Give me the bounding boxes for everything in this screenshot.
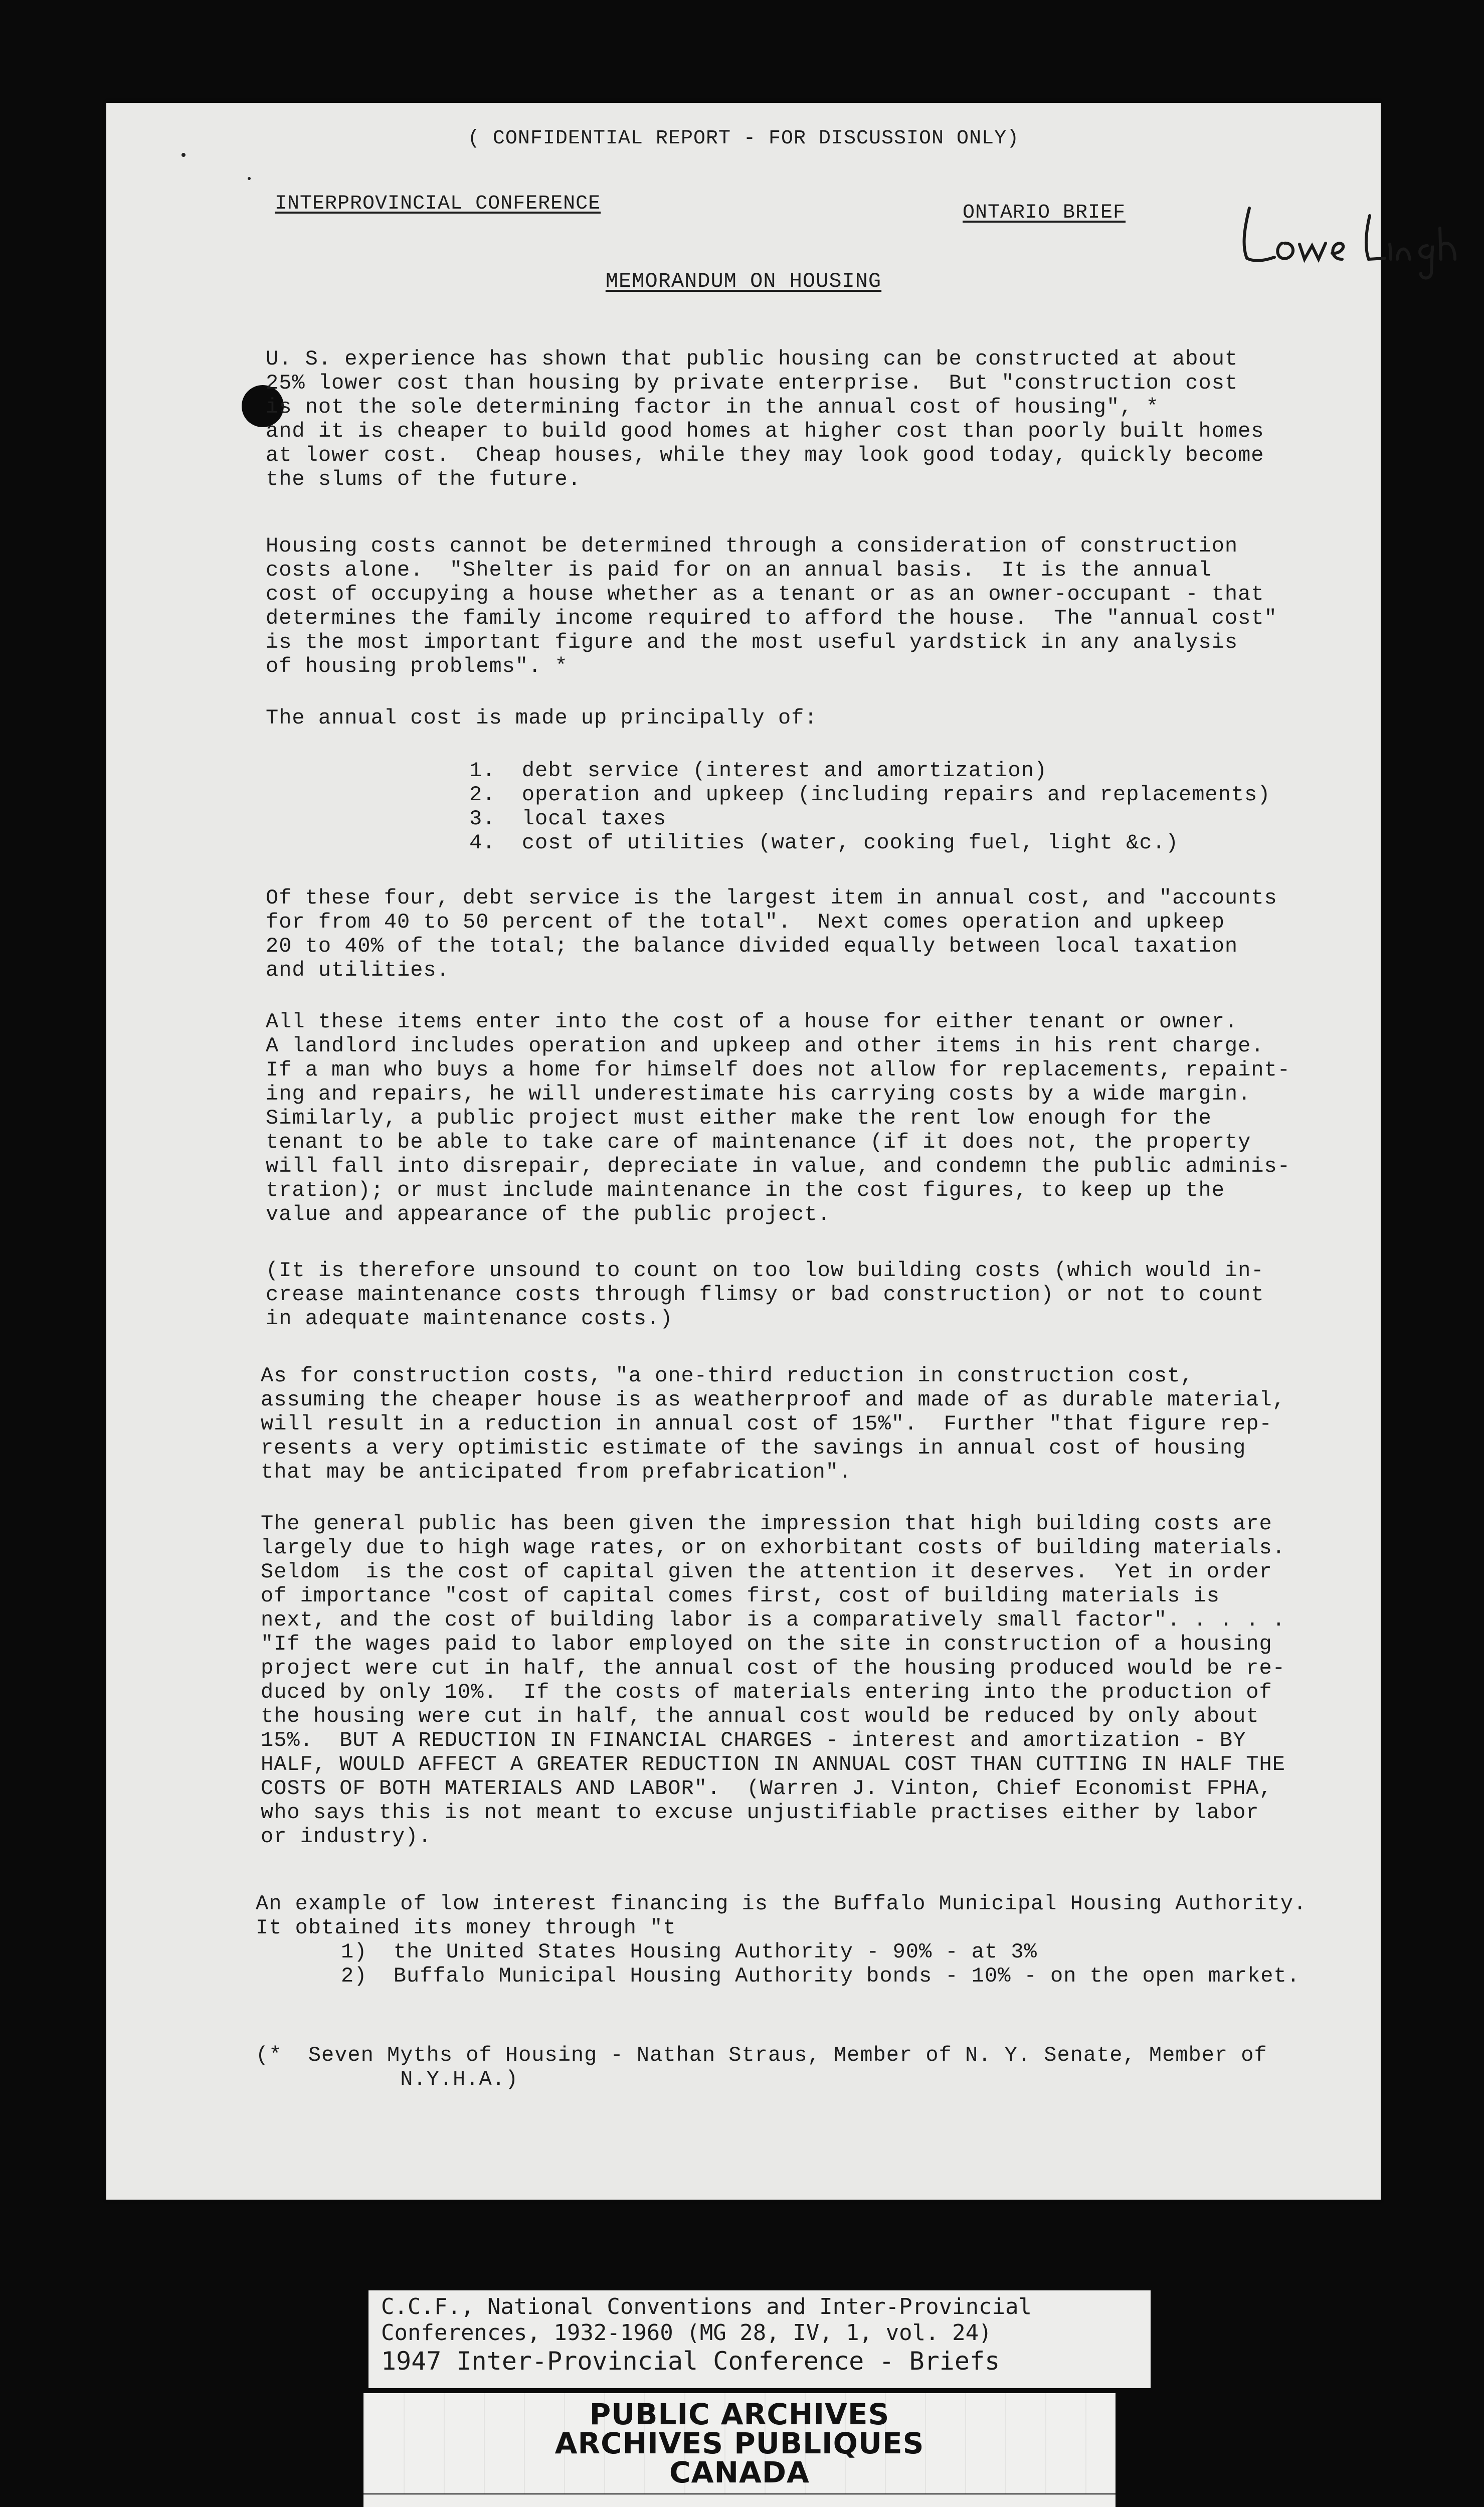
- conference-heading: INTERPROVINCIAL CONFERENCE: [275, 193, 601, 215]
- label-line: 1947 Inter-Provincial Conference - Briefs: [381, 2347, 1000, 2376]
- ontario-brief-heading: ONTARIO BRIEF: [963, 202, 1126, 224]
- label-line: C.C.F., National Conventions and Inter-Provincial: [381, 2294, 1032, 2319]
- document-page: [106, 103, 1381, 2200]
- list-item: 1. debt service (interest and amortization): [469, 759, 1047, 783]
- archive-reference-label: [368, 2290, 1151, 2388]
- confidential-header: ( CONFIDENTIAL REPORT - FOR DISCUSSION ONLY): [467, 127, 1020, 150]
- paragraph-debt-service: Of these four, debt service is the largest item in annual cost, and "accounts for from 40 to 50 percent of the total". Next comes operation and upkeep 20 to 40% of the total; the balance divided equally between local taxation and utilities.: [266, 886, 1277, 982]
- paragraph-buffalo-example: An example of low interest financing is the Buffalo Municipal Housing Authority. It obtained its money through "t: [256, 1892, 1307, 1940]
- paragraph-maintenance-note: (It is therefore unsound to count on too low building costs (which would in- crease maintenance costs through flimsy or bad construction) or not to count in adequate maintenance costs.): [266, 1259, 1264, 1331]
- ink-speck: [181, 153, 186, 157]
- paragraph-construction-costs: As for construction costs, "a one-third reduction in construction cost, assuming the cheaper house is as weatherproof and made of as durable material, will result in a reduction in annual cost of 15%". Further "that figure rep- resents a very optimistic estimate of the savings in annual cost of housing that may be anticipated from prefabrication".: [261, 1364, 1285, 1484]
- ink-speck: [248, 177, 251, 180]
- public-archives-stamp: [363, 2393, 1116, 2493]
- list-item: 2) Buffalo Municipal Housing Authority bonds - 10% - on the open market.: [341, 1964, 1300, 1988]
- memorandum-title: MEMORANDUM ON HOUSING: [605, 269, 882, 293]
- paragraph-housing-costs: Housing costs cannot be determined through a consideration of construction costs alone. "Shelter is paid for on an annual basis. It is the annual cost of occupying a house whether as a tenant or as an owner-occupant - that determines the family income required to afford the house. The "annual cost" is the most important figure and the most useful yardstick in any analysis of housing problems". *: [266, 534, 1277, 678]
- list-item: 3. local taxes: [469, 807, 667, 831]
- list-item: 2. operation and upkeep (including repairs and replacements): [469, 783, 1271, 807]
- paragraph-public-housing: U. S. experience has shown that public housing can be constructed at about 25% lower cost than housing by private enterprise. But "construction cost is not the sole determining factor in the annual cost of housing", * and it is cheaper to build good homes at higher cost than poorly built homes at lower cost. Cheap houses, while they may look good today, quickly become the slums of the future.: [266, 347, 1264, 491]
- stamp-line: PUBLIC ARCHIVES: [589, 2397, 890, 2431]
- paragraph-annual-cost-intro: The annual cost is made up principally of:: [266, 706, 818, 730]
- list-item: 4. cost of utilities (water, cooking fuel, light &c.): [469, 831, 1179, 855]
- paragraph-building-costs: The general public has been given the impression that high building costs are largely due to high wage rates, or on exhorbitant costs of building materials. Seldom is the cost of capital given the attention it deserves. Yet in order of importance "cost of capital comes first, cost of building materials is next, and the cost of building labor is a comparatively small factor". . . . . "If the wages paid to labor employed on the site in construction of a housing project were cut in half, the annual cost of the housing produced would be re- duced by only 10%. If the costs of materials entering into the production of the housing were cut in half, the annual cost would be reduced by only about 15%. BUT A REDUCTION IN FINANCIAL CHARGES - interest and amortization - BY HALF, WOULD AFFECT A GREATER REDUCTION IN ANNUAL COST THAN CUTTING IN HALF THE COSTS OF BOTH MATERIALS AND LABOR". (Warren J. Vinton, Chief Economist FPHA, who says this is not meant to excuse unjustifiable practises either by labor or industry).: [261, 1512, 1285, 1849]
- list-item: 1) the United States Housing Authority - 90% - at 3%: [341, 1940, 1037, 1964]
- stamp-line: CANADA: [669, 2455, 810, 2489]
- paragraph-tenant-owner: All these items enter into the cost of a house for either tenant or owner. A landlord includes operation and upkeep and other items in his rent charge. If a man who buys a home for himself does not allow for replacements, repaint- ing and repairs, he will underestimate his carrying costs by a wide margin. Similarly, a public project must either make the rent low enough for the tenant to be able to take care of maintenance (if it does not, the property will fall into disrepair, depreciate in value, and condemn the public adminis- tration); or must include maintenance in the cost figures, to keep up the value and appearance of the public project.: [266, 1010, 1290, 1226]
- stamp-base-strip: [363, 2494, 1116, 2507]
- footnote: (* Seven Myths of Housing - Nathan Straus, Member of N. Y. Senate, Member of N.Y.H.A.): [256, 2043, 1267, 2091]
- label-line: Conferences, 1932-1960 (MG 28, IV, 1, vol. 24): [381, 2320, 992, 2346]
- stamp-line: ARCHIVES PUBLIQUES: [554, 2426, 924, 2460]
